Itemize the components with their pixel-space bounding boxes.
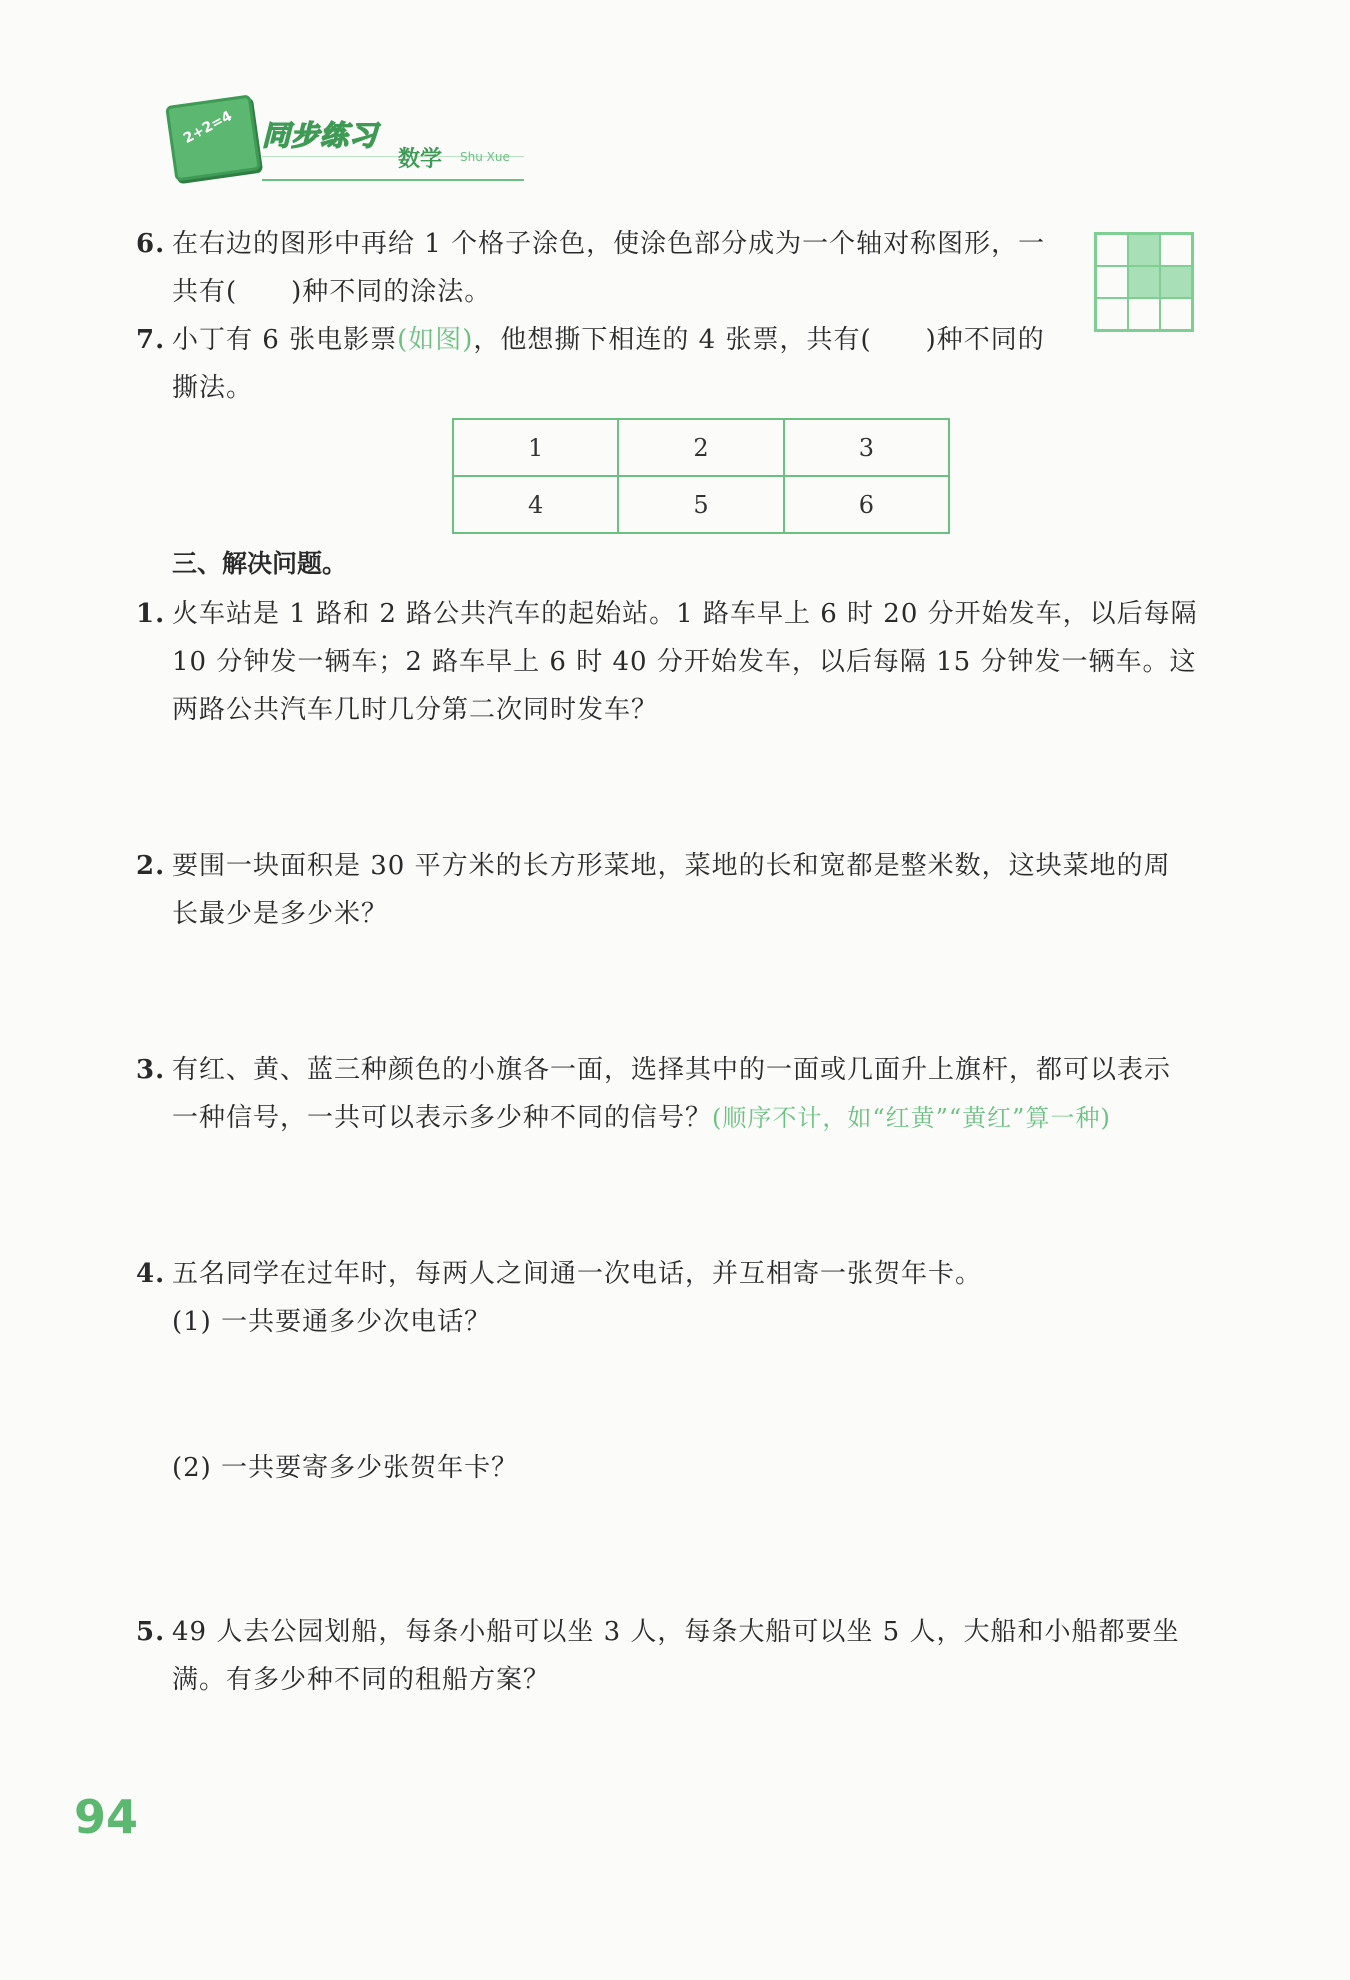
problem-4 xyxy=(136,1250,983,1346)
problem-2 xyxy=(136,842,1171,938)
question-text-line: 49 人去公园划船，每条小船可以坐 3 人，每条大船可以坐 5 人，大船和小船都要坐 xyxy=(172,1617,1180,1647)
text-segment: ，他想撕下相连的 4 张票，共有( )种不同的 xyxy=(473,325,1045,355)
question-6 xyxy=(136,220,1046,316)
question-number: 5. xyxy=(136,1617,166,1647)
grid-cell[interactable] xyxy=(1096,266,1128,298)
ticket-cell: 5 xyxy=(618,476,783,533)
ticket-cell: 2 xyxy=(618,419,783,476)
grid-cell[interactable] xyxy=(1160,298,1192,330)
question-text-line: 要围一块面积是 30 平方米的长方形菜地，菜地的长和宽都是整米数，这块菜地的周 xyxy=(172,851,1171,881)
question-number: 1. xyxy=(136,599,166,629)
grid-cell[interactable] xyxy=(1128,298,1160,330)
ticket-cell: 4 xyxy=(453,476,618,533)
text-segment: 小丁有 6 张电影票 xyxy=(172,325,398,355)
question-text-line xyxy=(172,316,1045,364)
question-text-line: 两路公共汽车几时几分第二次同时发车？ xyxy=(172,695,659,725)
question-text-line xyxy=(172,1094,1171,1142)
problem-5 xyxy=(136,1608,1180,1704)
question-text-line: 长最少是多少米？ xyxy=(172,899,389,929)
ticket-cell: 6 xyxy=(784,476,949,533)
question-number: 6. xyxy=(136,229,166,259)
question-text-line: 满。有多少种不同的租船方案？ xyxy=(172,1665,551,1695)
question-text-line: 在右边的图形中再给 1 个格子涂色，使涂色部分成为一个轴对称图形，一 xyxy=(172,229,1046,259)
grid-cell[interactable] xyxy=(1160,266,1192,298)
question-7 xyxy=(136,316,1045,412)
problem-1 xyxy=(136,590,1198,734)
chalkboard-logo-icon: 2+2=4 xyxy=(165,94,261,181)
question-number: 7. xyxy=(136,325,166,355)
grid-cell[interactable] xyxy=(1096,298,1128,330)
question-text-line: 有红、黄、蓝三种颜色的小旗各一面，选择其中的一面或几面升上旗杆，都可以表示 xyxy=(172,1055,1172,1085)
grid-cell[interactable] xyxy=(1096,234,1128,266)
table-row xyxy=(453,476,949,533)
question-number: 3. xyxy=(136,1055,166,1085)
question-text-line: 共有( )种不同的涂法。 xyxy=(172,277,492,307)
problem-3 xyxy=(136,1046,1172,1142)
question-text-line: 10 分钟发一辆车；2 路车早上 6 时 40 分开始发车，以后每隔 15 分钟发一辆车。这 xyxy=(172,647,1197,677)
symmetry-grid xyxy=(1094,232,1194,332)
text-segment: 一种信号，一共可以表示多少种不同的信号？ xyxy=(172,1103,713,1133)
grid-cell[interactable] xyxy=(1160,234,1192,266)
series-title: 同步练习 xyxy=(262,119,379,152)
movie-tickets-table xyxy=(452,418,950,534)
grid-cell[interactable] xyxy=(1128,234,1160,266)
problem-4-part-2 xyxy=(172,1444,518,1492)
table-row xyxy=(453,419,949,476)
page-header xyxy=(170,92,530,182)
hint-text: (如图) xyxy=(397,325,474,355)
ticket-cell: 1 xyxy=(453,419,618,476)
page-number: 94 xyxy=(74,1790,139,1844)
question-number: 4. xyxy=(136,1259,166,1289)
grid-cell[interactable] xyxy=(1128,266,1160,298)
question-text-line: 火车站是 1 路和 2 路公共汽车的起始站。1 路车早上 6 时 20 分开始发车，以后每隔 xyxy=(172,599,1198,629)
question-text-line: 撕法。 xyxy=(172,373,254,403)
question-text-line: 五名同学在过年时，每两人之间通一次电话，并互相寄一张贺年卡。 xyxy=(172,1259,983,1289)
hint-text: (顺序不计，如“红黄”“黄红”算一种) xyxy=(712,1104,1111,1132)
question-number: 2. xyxy=(136,851,166,881)
subject-title: 数学 xyxy=(398,147,443,172)
sub-question-2: (2) 一共要寄多少张贺年卡？ xyxy=(172,1453,519,1483)
ticket-cell: 3 xyxy=(784,419,949,476)
subject-pinyin: Shu Xue xyxy=(460,150,510,164)
section-title: 三、解决问题。 xyxy=(172,549,348,578)
sub-question-1: (1) 一共要通多少次电话？ xyxy=(172,1307,492,1337)
